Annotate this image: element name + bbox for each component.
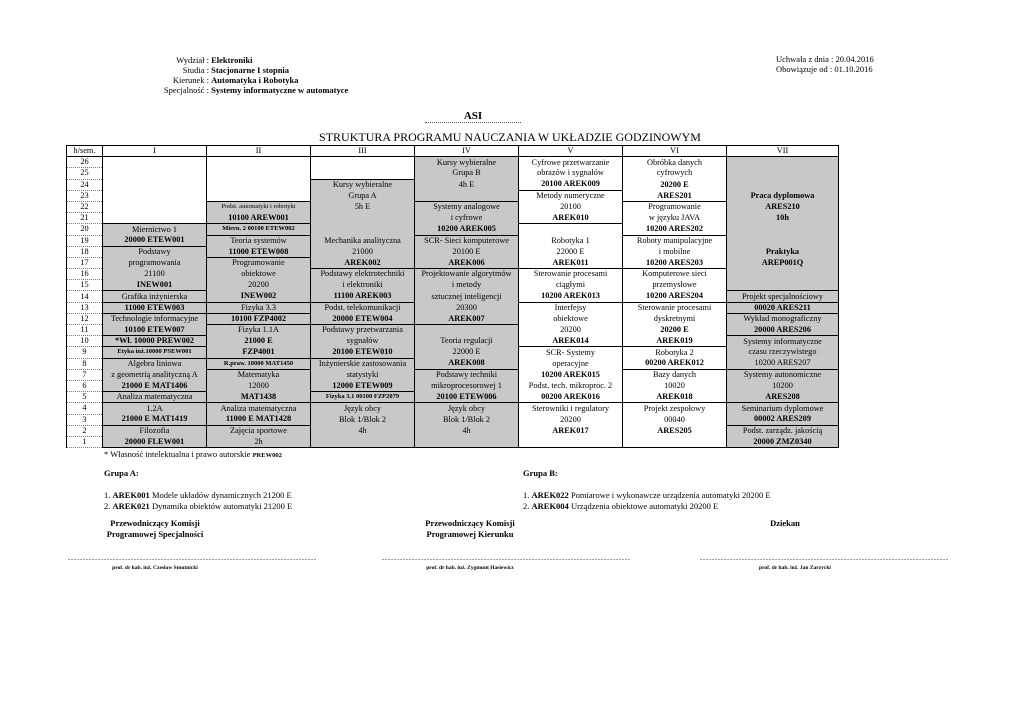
course-cell: 10020 xyxy=(623,380,727,391)
course-cell xyxy=(207,168,311,179)
course-cell: 10200 AREK013 xyxy=(519,291,623,302)
course-cell: i cyfrowe xyxy=(415,213,519,224)
table-row xyxy=(67,224,839,235)
group-b-list xyxy=(523,490,771,512)
course-cell xyxy=(103,179,207,190)
footnote xyxy=(104,449,282,461)
course-cell xyxy=(727,224,839,235)
course-cell: 00200 AREK016 xyxy=(519,392,623,403)
course-cell xyxy=(103,201,207,212)
valid-from-date: 01.10.2016 xyxy=(834,64,873,74)
course-cell: ciągłymi xyxy=(519,280,623,291)
course-cell: Kursy wybieralne xyxy=(311,179,415,190)
table-row xyxy=(67,213,839,224)
course-cell: dyskretnymi xyxy=(623,313,727,324)
course-cell: Kursy wybieralne xyxy=(415,157,519,168)
course-cell: z geometrią analityczną A xyxy=(103,369,207,380)
course-cell xyxy=(623,436,727,447)
course-cell: Projektowanie algorytmów xyxy=(415,269,519,280)
course-cell: 10200 ARES204 xyxy=(623,291,727,302)
course-cell: ARES210 xyxy=(727,201,839,212)
course-cell: AREK010 xyxy=(519,213,623,224)
hour-cell: 14 xyxy=(67,291,103,302)
course-cell: 21000 E MAT1406 xyxy=(103,380,207,391)
course-cell: 4h xyxy=(415,425,519,436)
course-cell: AREP001Q xyxy=(727,257,839,268)
hour-cell: 7 xyxy=(67,369,103,380)
page-title: STRUKTURA PROGRAMU NAUCZANIA W UKŁADZIE GODZINOWYM xyxy=(319,130,701,144)
course-cell: AREK018 xyxy=(623,392,727,403)
course-cell: Podst. automatyki i robotyki xyxy=(207,201,311,212)
course-cell: Projekt zespołowy xyxy=(623,403,727,414)
field-value: Automatyka i Robotyka xyxy=(211,75,299,85)
signature-right-title xyxy=(740,518,830,529)
course-cell: AREK014 xyxy=(519,336,623,347)
signature-name-right: prof. dr hab. inż. Jan Zarzycki xyxy=(759,565,831,571)
hour-cell: 3 xyxy=(67,414,103,425)
course-cell: 2h xyxy=(207,436,311,447)
course-cell: 00200 AREK012 xyxy=(623,358,727,369)
course-cell: operacyjne xyxy=(519,358,623,369)
course-cell: Systemy informatyczne xyxy=(727,336,839,347)
course-cell: 20000 FLEW001 xyxy=(103,436,207,447)
course-cell: obiektowe xyxy=(519,313,623,324)
table-row xyxy=(67,168,839,179)
hour-cell: 23 xyxy=(67,190,103,201)
course-cell: Podst. zarządz. jakością xyxy=(727,425,839,436)
course-cell: 22000 E xyxy=(519,246,623,257)
hour-cell: 10 xyxy=(67,336,103,347)
list-item: 2. AREK004 Urządzenia obiektowe automatyki 20200 E xyxy=(523,501,719,511)
course-cell: 12000 xyxy=(207,380,311,391)
course-cell xyxy=(311,168,415,179)
course-cell: 12000 ETEW009 xyxy=(311,380,415,391)
course-cell: 20000 ZMZ0340 xyxy=(727,436,839,447)
course-cell: *Wł. 10000 PREW002 xyxy=(103,336,207,347)
course-code: AREK004 xyxy=(531,501,569,511)
course-cell: Podstawy elektrotechniki xyxy=(311,269,415,280)
hour-cell: 8 xyxy=(67,358,103,369)
course-cell: 21100 xyxy=(103,269,207,280)
course-cell: cyfrowych xyxy=(623,168,727,179)
course-cell: 20100 ETEW006 xyxy=(415,392,519,403)
course-cell xyxy=(103,168,207,179)
course-cell xyxy=(103,190,207,201)
group-a-title: Grupa A: xyxy=(104,468,139,478)
hour-cell: 20 xyxy=(67,224,103,235)
hour-cell: 12 xyxy=(67,313,103,324)
course-cell: obrazów i sygnałów xyxy=(519,168,623,179)
course-cell: 11000 ETEW008 xyxy=(207,246,311,257)
course-cell xyxy=(207,157,311,168)
course-cell: statystyki xyxy=(311,369,415,380)
course-cell: 10h xyxy=(727,213,839,224)
course-cell: Wykład monograficzny xyxy=(727,313,839,324)
course-cell: Grafika inżynierska xyxy=(103,291,207,302)
course-cell: programowania xyxy=(103,257,207,268)
course-code: AREK001 xyxy=(112,490,150,500)
table-row xyxy=(67,358,839,369)
semester-header: VII xyxy=(727,146,839,157)
course-cell: MAT1438 xyxy=(207,392,311,403)
course-cell: i metody xyxy=(415,280,519,291)
table-row xyxy=(67,369,839,380)
hour-cell: 18 xyxy=(67,246,103,257)
course-cell: Fizyka 3.3 xyxy=(207,302,311,313)
course-cell: Sterowniki i regulatory xyxy=(519,403,623,414)
signature-line-right: ................................................................................... xyxy=(700,553,949,562)
course-cell: ARES208 xyxy=(727,392,839,403)
course-cell: Technologie informacyjne xyxy=(103,313,207,324)
table-row xyxy=(67,414,839,425)
specialty-code: ASI xyxy=(425,110,521,123)
table-row xyxy=(67,403,839,414)
course-cell xyxy=(727,280,839,291)
course-cell xyxy=(727,179,839,190)
table-row xyxy=(67,190,839,201)
course-cell: Programowanie xyxy=(623,201,727,212)
course-cell: Fizyka 3.1 00100 FZP2079 xyxy=(311,392,415,403)
course-cell: Język obcy xyxy=(311,403,415,414)
course-text: Pomiarowe i wykonawcze urządzenia automatyki 20200 E xyxy=(570,490,771,500)
course-cell: Blok 1/Blok 2 xyxy=(311,414,415,425)
course-cell: INEW001 xyxy=(103,280,207,291)
semester-header: V xyxy=(519,146,623,157)
table-row xyxy=(67,291,839,302)
course-cell: Podstawy techniki xyxy=(415,369,519,380)
course-cell: Systemy analogowe xyxy=(415,201,519,212)
hour-cell: 11 xyxy=(67,325,103,336)
table-row xyxy=(67,201,839,212)
studies-value: Stacjonarne I stopnia xyxy=(211,65,290,75)
table-row xyxy=(67,235,839,246)
course-cell: ARES201 xyxy=(623,190,727,201)
hour-cell: 5 xyxy=(67,392,103,403)
course-cell: 10200 AREK005 xyxy=(415,224,519,235)
course-cell: 21000 E xyxy=(207,336,311,347)
hour-cell: 4 xyxy=(67,403,103,414)
hour-cell: 15 xyxy=(67,280,103,291)
studies-label: Studia : xyxy=(182,65,209,75)
resolution-date: 20.04.2016 xyxy=(835,54,874,64)
course-cell: 11100 AREK003 xyxy=(311,291,415,302)
course-cell: 10100 AREW001 xyxy=(207,213,311,224)
hour-cell: 26 xyxy=(67,157,103,168)
course-cell: AREK017 xyxy=(519,425,623,436)
course-cell: 00020 ARES211 xyxy=(727,302,839,313)
signature-name-mid: prof. dr hab. inż. Zygmunt Hasiewicz xyxy=(426,565,514,571)
table-header-row xyxy=(67,146,839,157)
course-cell: Roboty manipulacyjne xyxy=(623,235,727,246)
footnote-code: PREW002 xyxy=(252,452,282,459)
course-cell: Podstawy przetwarzania xyxy=(311,325,415,336)
course-text: Dynamika obiektów automatyki 21200 E xyxy=(151,501,293,511)
course-cell: Sterowanie procesami xyxy=(519,269,623,280)
course-cell: 21000 xyxy=(311,246,415,257)
course-cell: Miernictwo 1 xyxy=(103,224,207,235)
course-cell: Praktyka xyxy=(727,246,839,257)
course-cell: Obróbka danych xyxy=(623,157,727,168)
course-cell: 10200 ARES207 xyxy=(727,358,839,369)
course-cell: 11000 E MAT1428 xyxy=(207,414,311,425)
course-cell xyxy=(311,224,415,235)
semester-header: III xyxy=(311,146,415,157)
course-cell: AREK002 xyxy=(311,257,415,268)
semester-header: I xyxy=(103,146,207,157)
course-cell xyxy=(727,168,839,179)
course-cell: Programowanie xyxy=(207,257,311,268)
course-cell xyxy=(519,436,623,447)
table-row xyxy=(67,425,839,436)
course-cell: sygnałów xyxy=(311,336,415,347)
course-cell: Podstawy xyxy=(103,246,207,257)
course-cell: Praca dyplomowa xyxy=(727,190,839,201)
course-cell: 22000 E xyxy=(415,347,519,358)
course-cell: Teoria systemów xyxy=(207,235,311,246)
signature-role: Przewodniczący Komisji xyxy=(110,518,200,528)
course-cell: 4h xyxy=(311,425,415,436)
course-cell: Projekt specjalnościowy xyxy=(727,291,839,302)
course-cell: Analiza matematyczna xyxy=(103,392,207,403)
course-cell: Interfejsy xyxy=(519,302,623,313)
course-cell: ARES205 xyxy=(623,425,727,436)
course-cell: Bazy danych xyxy=(623,369,727,380)
table-row xyxy=(67,380,839,391)
course-cell: Podst. tech. mikroproc. 2 xyxy=(519,380,623,391)
program-table xyxy=(66,145,839,448)
course-cell: 20200 xyxy=(207,280,311,291)
course-cell: 20100 ETEW010 xyxy=(311,347,415,358)
signature-role: Dziekan xyxy=(770,518,800,528)
faculty-label: Wydział : xyxy=(176,55,209,65)
hour-cell: 9 xyxy=(67,347,103,358)
semester-header: IV xyxy=(415,146,519,157)
course-code: AREK022 xyxy=(531,490,569,500)
course-cell: Język obcy xyxy=(415,403,519,414)
course-cell: Miern. 2 00100 ETEW002 xyxy=(207,224,311,235)
course-cell: 4h E xyxy=(415,179,519,190)
table-row xyxy=(67,157,839,168)
course-cell: sztucznej inteligencji xyxy=(415,291,519,302)
signature-role: Programowej Specjalności xyxy=(106,529,204,539)
course-cell: Grupa B xyxy=(415,168,519,179)
course-cell xyxy=(311,157,415,168)
course-cell: 20000 ETEW004 xyxy=(311,313,415,324)
course-cell xyxy=(519,224,623,235)
course-cell: Etyka inż.10000 PSEW001 xyxy=(103,347,207,358)
course-cell: Mechanika analityczna xyxy=(311,235,415,246)
course-cell: Grupa A xyxy=(311,190,415,201)
field-label: Kierunek : xyxy=(172,75,209,85)
course-cell: 20100 xyxy=(519,201,623,212)
table-row xyxy=(67,269,839,280)
course-cell: i elektroniki xyxy=(311,280,415,291)
course-cell: AREK008 xyxy=(415,358,519,369)
course-text: Modele układów dynamicznych 21200 E xyxy=(151,490,292,500)
list-item: 1. AREK022 Pomiarowe i wykonawcze urządzenia automatyki 20200 E xyxy=(523,490,771,500)
course-cell: Analiza matematyczna xyxy=(207,403,311,414)
course-cell: Zajęcia sportowe xyxy=(207,425,311,436)
course-cell: obiektowe xyxy=(207,269,311,280)
table-row xyxy=(67,336,839,347)
course-cell: Robotyka 1 xyxy=(519,235,623,246)
course-cell: 20100 E xyxy=(415,246,519,257)
course-cell: 10200 ARES203 xyxy=(623,257,727,268)
hour-cell: 1 xyxy=(67,436,103,447)
course-cell: AREK007 xyxy=(415,313,519,324)
signature-mid-title xyxy=(395,518,545,540)
signature-line-left: ................................................................................... xyxy=(68,553,317,562)
hour-cell: 16 xyxy=(67,269,103,280)
course-cell: 20000 ARES206 xyxy=(727,325,839,336)
course-cell: FZP4001 xyxy=(207,347,311,358)
course-code: AREK021 xyxy=(112,501,150,511)
course-cell: Fizyka 1.1A xyxy=(207,325,311,336)
course-cell: AREK006 xyxy=(415,257,519,268)
course-cell: R.praw. 10000 MAT1450 xyxy=(207,358,311,369)
course-cell: 20200 xyxy=(519,414,623,425)
specialty-label: Specjalność : xyxy=(163,85,209,95)
course-cell xyxy=(727,157,839,168)
course-cell: Filozofia xyxy=(103,425,207,436)
course-cell: czasu rzeczywistego xyxy=(727,347,839,358)
course-cell: Metody numeryczne xyxy=(519,190,623,201)
course-cell: Komputerowe sieci xyxy=(623,269,727,280)
course-cell: Seminarium dyplomowe xyxy=(727,403,839,414)
course-cell: 20200 E xyxy=(623,179,727,190)
signature-line-mid: ................................................................................... xyxy=(382,553,631,562)
course-cell: SCR- Systemy xyxy=(519,347,623,358)
course-cell: 1.2A xyxy=(103,403,207,414)
course-cell: 20100 AREK009 xyxy=(519,179,623,190)
course-cell: Blok 1/Blok 2 xyxy=(415,414,519,425)
course-cell xyxy=(311,213,415,224)
group-a-list xyxy=(104,490,292,512)
table-row xyxy=(67,280,839,291)
semester-header: VI xyxy=(623,146,727,157)
hour-cell: 2 xyxy=(67,425,103,436)
course-cell xyxy=(207,179,311,190)
semester-header: II xyxy=(207,146,311,157)
hour-cell: 6 xyxy=(67,380,103,391)
course-cell: Robotyka 2 xyxy=(623,347,727,358)
course-cell: 20300 xyxy=(415,302,519,313)
course-cell: 10100 FZP4002 xyxy=(207,313,311,324)
course-cell xyxy=(103,157,207,168)
course-cell xyxy=(415,436,519,447)
course-cell: Algebra liniowa xyxy=(103,358,207,369)
course-cell xyxy=(207,190,311,201)
signature-left-title xyxy=(80,518,230,540)
course-cell: 5h E xyxy=(311,201,415,212)
course-cell xyxy=(415,325,519,336)
course-cell: AREK011 xyxy=(519,257,623,268)
valid-from-label: Obowiązuje od : xyxy=(776,64,833,74)
course-cell: Teoria regulacji xyxy=(415,336,519,347)
course-cell: Podst. telekomunikacji xyxy=(311,302,415,313)
course-text: Urządzenia obiektowe automatyki 20200 E xyxy=(570,501,719,511)
course-cell: mikroprocesorowej 1 xyxy=(415,380,519,391)
course-cell: 20000 ETEW001 xyxy=(103,235,207,246)
course-cell: Inżynierskie zastosowania xyxy=(311,358,415,369)
course-cell: INEW002 xyxy=(207,291,311,302)
course-cell: Systemy autonomiczne xyxy=(727,369,839,380)
course-cell: 11000 ETEW003 xyxy=(103,302,207,313)
table-row xyxy=(67,325,839,336)
course-cell xyxy=(103,213,207,224)
list-item: 2. AREK021 Dynamika obiektów automatyki 21200 E xyxy=(104,501,293,511)
course-cell: 20200 xyxy=(519,325,623,336)
hour-cell: 24 xyxy=(67,179,103,190)
faculty-value: Elektroniki xyxy=(211,55,253,65)
hour-cell: 13 xyxy=(67,302,103,313)
course-cell: AREK019 xyxy=(623,336,727,347)
table-row xyxy=(67,347,839,358)
resolution-label: Uchwała z dnia : xyxy=(776,54,834,64)
course-cell: Matematyka xyxy=(207,369,311,380)
hour-cell: 19 xyxy=(67,235,103,246)
table-row xyxy=(67,257,839,268)
course-cell: w języku JAVA xyxy=(623,213,727,224)
table-row xyxy=(67,246,839,257)
course-cell: 00040 xyxy=(623,414,727,425)
course-cell: SCR- Sieci komputerowe xyxy=(415,235,519,246)
course-cell: 10200 AREK015 xyxy=(519,369,623,380)
course-cell: i mobilne xyxy=(623,246,727,257)
course-cell xyxy=(311,436,415,447)
course-cell: 20200 E xyxy=(623,325,727,336)
hour-cell: 17 xyxy=(67,257,103,268)
signature-role: Programowej Kierunku xyxy=(426,529,514,539)
course-cell: 00002 ARES209 xyxy=(727,414,839,425)
footnote-text: * Własność intelektualna i prawo autorskie xyxy=(104,449,251,459)
specialty-value: Systemy informatyczne w automatyce xyxy=(211,85,349,95)
course-cell: przemysłowe xyxy=(623,280,727,291)
course-cell: 10200 ARES202 xyxy=(623,224,727,235)
table-row xyxy=(67,179,839,190)
list-item: 1. AREK001 Modele układów dynamicznych 21200 E xyxy=(104,490,292,500)
header-info xyxy=(69,55,348,95)
course-cell xyxy=(415,190,519,201)
hour-cell: 25 xyxy=(67,168,103,179)
signature-name-left: prof. dr hab. inż. Czesław Smutnicki xyxy=(112,565,198,571)
course-cell: 21000 E MAT1419 xyxy=(103,414,207,425)
hour-cell: 21 xyxy=(67,213,103,224)
table-row xyxy=(67,302,839,313)
signature-role: Przewodniczący Komisji xyxy=(425,518,515,528)
table-row xyxy=(67,392,839,403)
course-cell: Sterowanie procesami xyxy=(623,302,727,313)
table-row xyxy=(67,436,839,447)
course-cell xyxy=(727,235,839,246)
course-cell: 10200 xyxy=(727,380,839,391)
hour-cell: 22 xyxy=(67,201,103,212)
resolution-info xyxy=(776,54,874,74)
course-cell xyxy=(727,269,839,280)
group-b-title: Grupa B: xyxy=(523,468,558,478)
course-cell: 10100 ETEW007 xyxy=(103,325,207,336)
corner-header: h/sem. xyxy=(67,146,103,157)
table-row xyxy=(67,313,839,324)
course-cell: Cyfrowe przetwarzanie xyxy=(519,157,623,168)
